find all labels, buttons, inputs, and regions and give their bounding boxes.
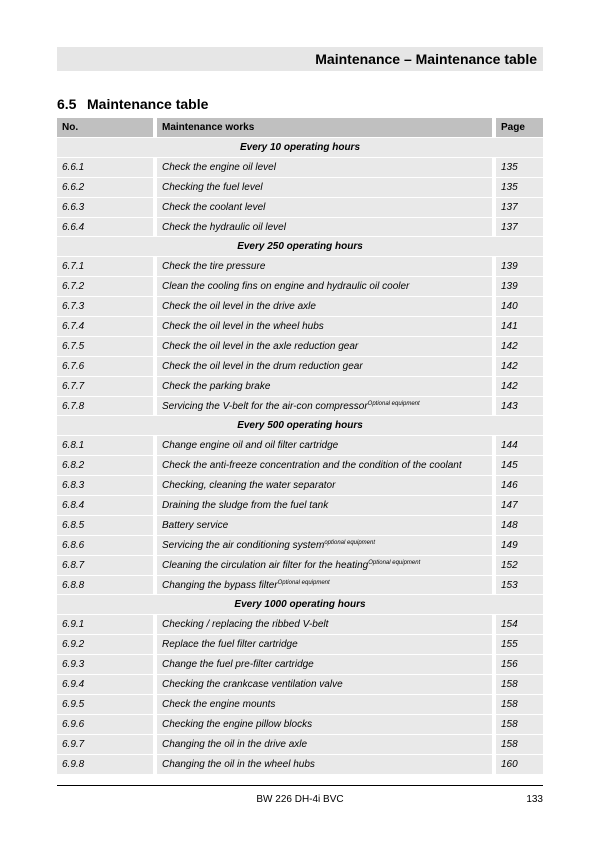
table-row <box>57 516 543 536</box>
row-maintenance-work <box>153 178 492 198</box>
row-maintenance-work <box>153 476 492 496</box>
table-row <box>57 536 543 556</box>
maintenance-work-text: Clean the cooling fins on engine and hydraulic oil cooler <box>162 281 410 293</box>
row-maintenance-work <box>153 456 492 476</box>
maintenance-work-text: Draining the sludge from the fuel tank <box>162 499 329 511</box>
table-row <box>57 615 543 635</box>
section-heading <box>57 96 208 112</box>
row-maintenance-work <box>153 377 492 397</box>
maintenance-table <box>57 118 543 775</box>
row-page: 135 <box>492 178 543 198</box>
table-row <box>57 178 543 198</box>
row-number: 6.8.5 <box>57 516 153 536</box>
row-number: 6.9.3 <box>57 655 153 675</box>
optional-equipment-note: Optional equipment <box>368 559 421 566</box>
row-maintenance-work <box>153 675 492 695</box>
optional-equipment-note: optional equipment <box>324 539 376 546</box>
row-number: 6.7.3 <box>57 297 153 317</box>
row-page: 146 <box>492 476 543 496</box>
row-maintenance-work <box>153 277 492 297</box>
row-page: 145 <box>492 456 543 476</box>
table-row <box>57 158 543 178</box>
maintenance-work-text: Check the engine mounts <box>162 698 276 710</box>
footer-divider <box>57 785 543 786</box>
group-title: Every 250 operating hours <box>57 237 543 257</box>
row-maintenance-work <box>153 576 492 596</box>
row-number: 6.9.2 <box>57 635 153 655</box>
table-row <box>57 496 543 516</box>
row-maintenance-work <box>153 516 492 536</box>
maintenance-work-text: Cleaning the circulation air filter for the heating <box>162 559 369 571</box>
table-row <box>57 735 543 755</box>
row-page: 149 <box>492 536 543 556</box>
row-maintenance-work <box>153 436 492 456</box>
maintenance-work-text: Check the tire pressure <box>162 261 266 273</box>
group-header-row <box>57 595 543 615</box>
row-page: 158 <box>492 715 543 735</box>
row-page: 142 <box>492 357 543 377</box>
row-page: 142 <box>492 337 543 357</box>
maintenance-work-text: Battery service <box>162 519 229 531</box>
table-row <box>57 695 543 715</box>
row-page: 148 <box>492 516 543 536</box>
page-header <box>57 47 543 71</box>
maintenance-work-text: Check the hydraulic oil level <box>162 221 286 233</box>
maintenance-work-text: Checking the fuel level <box>162 181 263 193</box>
row-maintenance-work <box>153 198 492 218</box>
group-title: Every 1000 operating hours <box>57 595 543 615</box>
table-row <box>57 257 543 277</box>
row-number: 6.8.6 <box>57 536 153 556</box>
row-maintenance-work <box>153 218 492 238</box>
table-row <box>57 456 543 476</box>
row-maintenance-work <box>153 297 492 317</box>
row-page: 152 <box>492 556 543 576</box>
row-page: 137 <box>492 218 543 238</box>
maintenance-work-text: Checking / replacing the ribbed V-belt <box>162 619 329 631</box>
row-maintenance-work <box>153 397 492 417</box>
row-maintenance-work <box>153 715 492 735</box>
row-number: 6.9.4 <box>57 675 153 695</box>
row-page: 135 <box>492 158 543 178</box>
section-title: Maintenance table <box>87 96 209 112</box>
row-maintenance-work <box>153 735 492 755</box>
row-maintenance-work <box>153 337 492 357</box>
maintenance-work-text: Check the engine oil level <box>162 161 276 173</box>
row-maintenance-work <box>153 655 492 675</box>
table-row <box>57 397 543 417</box>
optional-equipment-note: Optional equipment <box>277 579 330 586</box>
row-maintenance-work <box>153 755 492 775</box>
group-title: Every 500 operating hours <box>57 416 543 436</box>
row-number: 6.7.1 <box>57 257 153 277</box>
table-row <box>57 317 543 337</box>
column-header-no: No. <box>57 118 153 138</box>
footer-page-number: 133 <box>526 794 543 805</box>
maintenance-work-text: Checking the crankcase ventilation valve <box>162 678 343 690</box>
row-number: 6.9.5 <box>57 695 153 715</box>
table-row <box>57 476 543 496</box>
group-title: Every 10 operating hours <box>57 138 543 158</box>
maintenance-work-text: Check the oil level in the drive axle <box>162 301 316 313</box>
maintenance-work-text: Change engine oil and oil filter cartridge <box>162 440 339 452</box>
row-number: 6.9.7 <box>57 735 153 755</box>
section-number: 6.5 <box>57 96 77 112</box>
row-number: 6.7.7 <box>57 377 153 397</box>
table-row <box>57 556 543 576</box>
header-title: Maintenance – Maintenance table <box>315 51 537 67</box>
row-page: 158 <box>492 695 543 715</box>
row-page: 139 <box>492 257 543 277</box>
table-row <box>57 277 543 297</box>
row-maintenance-work <box>153 257 492 277</box>
row-number: 6.8.4 <box>57 496 153 516</box>
row-number: 6.7.5 <box>57 337 153 357</box>
maintenance-work-text: Replace the fuel filter cartridge <box>162 639 298 651</box>
row-number: 6.7.6 <box>57 357 153 377</box>
table-row <box>57 655 543 675</box>
row-page: 142 <box>492 377 543 397</box>
row-number: 6.6.2 <box>57 178 153 198</box>
row-maintenance-work <box>153 556 492 576</box>
maintenance-work-text: Check the oil level in the drum reduction gear <box>162 360 363 372</box>
row-number: 6.8.7 <box>57 556 153 576</box>
row-maintenance-work <box>153 496 492 516</box>
row-page: 137 <box>492 198 543 218</box>
maintenance-work-text: Check the oil level in the wheel hubs <box>162 320 324 332</box>
row-maintenance-work <box>153 695 492 715</box>
optional-equipment-note: Optional equipment <box>367 400 420 407</box>
maintenance-work-text: Changing the oil in the wheel hubs <box>162 758 315 770</box>
row-number: 6.8.3 <box>57 476 153 496</box>
row-number: 6.9.1 <box>57 615 153 635</box>
maintenance-work-text: Servicing the air conditioning system <box>162 539 325 551</box>
table-row <box>57 337 543 357</box>
maintenance-work-text: Checking the engine pillow blocks <box>162 718 313 730</box>
row-number: 6.8.2 <box>57 456 153 476</box>
table-header-row <box>57 118 543 138</box>
row-number: 6.8.1 <box>57 436 153 456</box>
row-maintenance-work <box>153 158 492 178</box>
row-number: 6.7.2 <box>57 277 153 297</box>
row-page: 153 <box>492 576 543 596</box>
table-body <box>57 138 543 775</box>
maintenance-work-text: Check the coolant level <box>162 201 266 213</box>
row-page: 144 <box>492 436 543 456</box>
table-row <box>57 675 543 695</box>
row-page: 140 <box>492 297 543 317</box>
table-row <box>57 635 543 655</box>
row-number: 6.6.4 <box>57 218 153 238</box>
table-row <box>57 198 543 218</box>
row-page: 141 <box>492 317 543 337</box>
footer-model: BW 226 DH-4i BVC <box>256 794 344 805</box>
table-row <box>57 218 543 238</box>
row-page: 160 <box>492 755 543 775</box>
maintenance-work-text: Check the oil level in the axle reduction gear <box>162 340 359 352</box>
row-number: 6.8.8 <box>57 576 153 596</box>
row-maintenance-work <box>153 357 492 377</box>
row-page: 143 <box>492 397 543 417</box>
row-number: 6.7.4 <box>57 317 153 337</box>
maintenance-work-text: Checking, cleaning the water separator <box>162 480 336 492</box>
row-number: 6.9.6 <box>57 715 153 735</box>
row-maintenance-work <box>153 536 492 556</box>
table-row <box>57 715 543 735</box>
row-number: 6.6.3 <box>57 198 153 218</box>
group-header-row <box>57 416 543 436</box>
row-maintenance-work <box>153 615 492 635</box>
group-header-row <box>57 138 543 158</box>
column-header-maintenance-works: Maintenance works <box>153 118 492 138</box>
maintenance-work-text: Check the anti-freeze concentration and the condition of the coolant <box>162 460 462 472</box>
table-row <box>57 377 543 397</box>
row-page: 158 <box>492 735 543 755</box>
maintenance-work-text: Servicing the V-belt for the air-con compressor <box>162 400 368 412</box>
row-maintenance-work <box>153 317 492 337</box>
row-page: 156 <box>492 655 543 675</box>
maintenance-work-text: Changing the bypass filter <box>162 579 278 591</box>
maintenance-work-text: Check the parking brake <box>162 380 271 392</box>
maintenance-work-text: Change the fuel pre-filter cartridge <box>162 659 314 671</box>
column-header-page: Page <box>492 118 543 138</box>
row-page: 155 <box>492 635 543 655</box>
table-row <box>57 297 543 317</box>
row-maintenance-work <box>153 635 492 655</box>
row-page: 158 <box>492 675 543 695</box>
row-number: 6.6.1 <box>57 158 153 178</box>
row-page: 139 <box>492 277 543 297</box>
maintenance-work-text: Changing the oil in the drive axle <box>162 738 308 750</box>
group-header-row <box>57 237 543 257</box>
row-page: 154 <box>492 615 543 635</box>
table-row <box>57 576 543 596</box>
row-number: 6.9.8 <box>57 755 153 775</box>
table-row <box>57 436 543 456</box>
table-row <box>57 755 543 775</box>
row-number: 6.7.8 <box>57 397 153 417</box>
table-row <box>57 357 543 377</box>
row-page: 147 <box>492 496 543 516</box>
